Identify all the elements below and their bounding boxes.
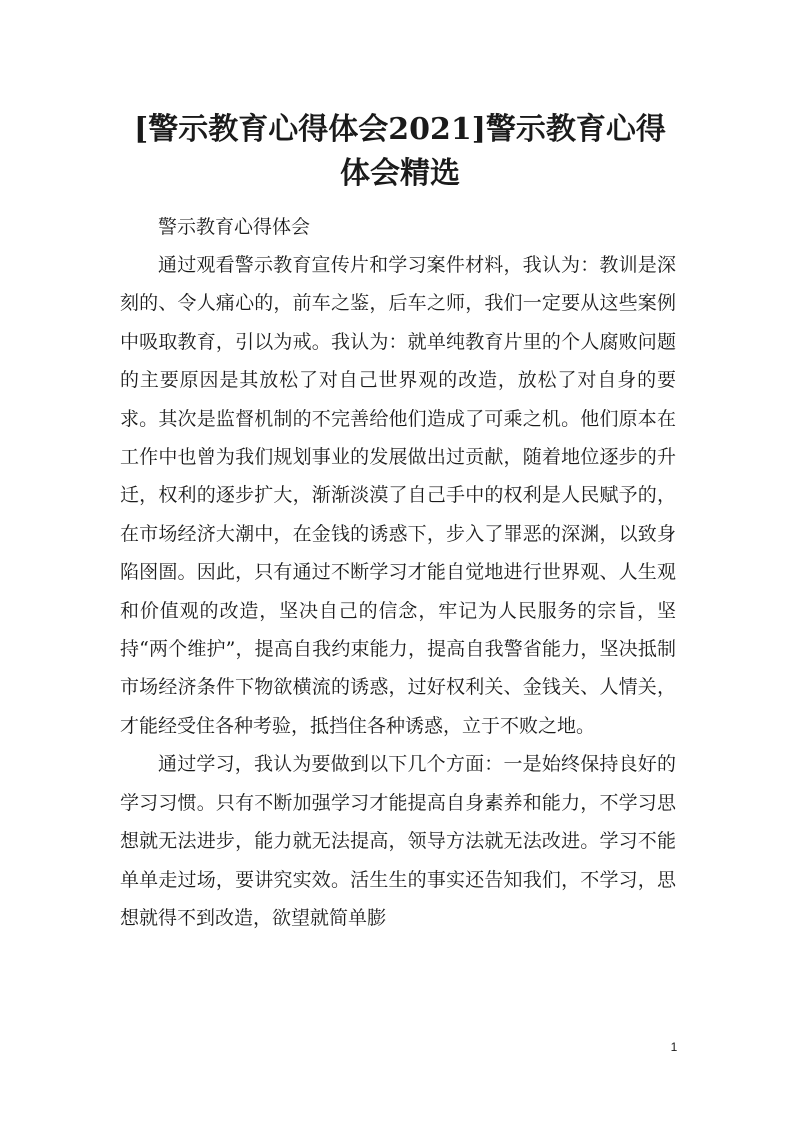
document-title: [警示教育心得体会2021]警示教育心得体会精选 — [134, 112, 666, 191]
body-paragraph-1: 通过观看警示教育宣传片和学习案件材料，我认为：教训是深刻的、令人痛心的，前车之鉴，后车之师，我们一定要从这些案例中吸取教育，引以为戒。我认为：就单纯教育片里的个人腐败问题的主要原因是其放松了对自己世界观的改造，放松了对自身的要求。其次是监督机制的不完善给他们造成了可乘之机。他们原本在工作中也曾为我们规划事业的发展做出过贡献，随着地位逐步的升迁，权利的逐步扩大，渐渐淡漠了自己手中的权利是人民赋予的，在市场经济大潮中，在金钱的诱惑下，步入了罪恶的深渊，以致身陷囹圄。因此，只有通过不断学习才能自觉地进行世界观、人生观和价值观的改造，坚决自己的信念，牢记为人民服务的宗旨，坚持“两个维护”，提高自我约束能力，提高自我警省能力，坚决抵制市场经济条件下物欲横流的诱惑，过好权利关、金钱关、人情关，才能经受住各种考验，抵挡住各种诱惑，立于不败之地。 — [120, 254, 676, 737]
page-number: 1 — [670, 1040, 678, 1054]
document-body — [120, 208, 676, 937]
body-paragraph-2: 通过学习，我认为要做到以下几个方面：一是始终保持良好的学习习惯。只有不断加强学习才能提高自身素养和能力，不学习思想就无法进步，能力就无法提高，领导方法就无法改进。学习不能单单走过场，要讲究实效。活生生的事实还告知我们，不学习，思想就得不到改造，欲望就简单膨 — [120, 753, 676, 929]
document-subtitle: 警示教育心得体会 — [158, 216, 311, 238]
